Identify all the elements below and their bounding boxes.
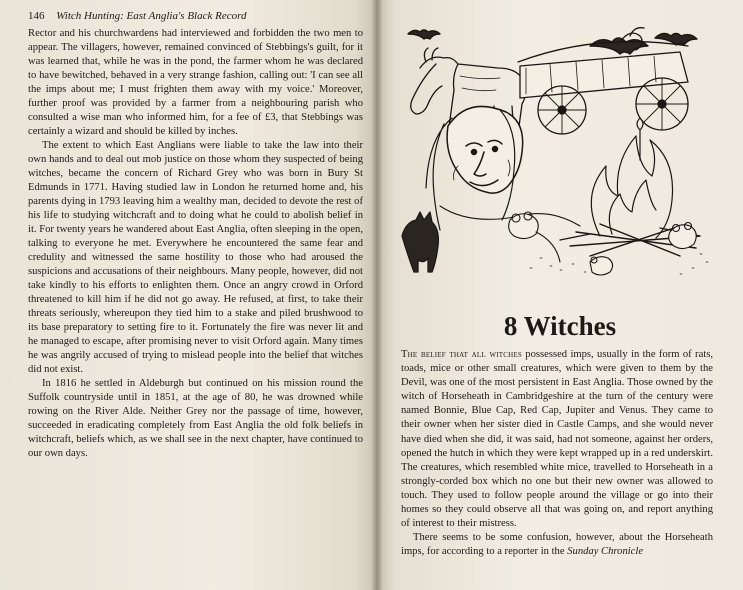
witch-illustration [400, 6, 720, 281]
paragraph: The extent to which East Anglians were liable to take the law into their own hands and to deal out mob justice on those whom they suspected of being witches, became the concern of Richard Grey who was born in Bury St Edmunds in 1771. Having studied law in London he returned home and, his parents dying in 1793 leaving him a wealthy man, decided to devote the rest of his life to studying witchcraft and to doing what he could to abolish belief in it. For twenty years he wandered about East Anglia, often sleeping in the open, talking to everyone he met. Everywhere he encountered the same fear and credulity and witnessed the same hostility to those who had aroused the suspicions and accusations of their neighbours. Many people, however, did not take kindly to his efforts to enlighten them. Once an angry crowd in Orford threatened to kill him if he did not go away. He refused, at first, to take their threats seriously, whereupon they tied him to a stake and piled brushwood to its base preparatory to setting fire to it. Fortunately the fire was never lit and he managed to escape, after promising never to visit Orford again. Many times he was angrily accused of trying to mislead people into the belief that witches did not exist. [28, 140, 363, 375]
page-number: 146 [28, 10, 45, 22]
paragraph-text: There seems to be some confusion, however, about the Horseheath imps, for according to a reporter in the [401, 532, 713, 558]
paragraph [401, 348, 713, 531]
left-body-text [28, 27, 363, 461]
lead-in: The belief that all witches [401, 349, 522, 360]
book-gutter [371, 0, 383, 590]
running-title: Witch Hunting: East Anglia's Black Record [56, 10, 247, 22]
paragraph: In 1816 he settled in Aldeburgh but continued on his mission round the Suffolk countryside until in 1851, at the age of 80, he was drowned while rowing on the River Alde. Neither Grey nor the passage of time, however, succeeded in eradicating completely from East Anglia the old folk beliefs in witchcraft, beliefs which, as we shall see in the next chapter, have continued to our own days. [28, 378, 363, 459]
paragraph-text: possessed imps, usually in the form of rats, toads, mice or other small creatures, which were given to them by the Devil, was one of the most persistent in East Anglia. Those owned by the witch of Horseheath in Cambridgeshire at the turn of the century were named Bonnie, Blue Cap, Red Cap, Jupiter and Venus. They came to their owner when her sister died in Castle Camps, and she would never have died when she did, it was said, had not someone, against her orders, opened the hutch in which they were kept wrapped up in a red underskirt. The creatures, which resembled white mice, travelled to Horseheath in a strongly-corded box which no one but their new owner was allowed to touch. They used to follow people around the village or go into their homes so they could observe all that was going on, and report anything of interest to their mistress. [401, 349, 713, 530]
newspaper-title: Sunday Chronicle [567, 546, 644, 558]
paragraph [401, 531, 713, 559]
paragraph: Rector and his churchwardens had interviewed and forbidden the two men to appear. The villagers, however, remained convinced of Stebbings's guilt, for it was learned that, while he was in the pond, the farmer whom he was declared to have bewitched, behaved in a very strange fashion, calling out: 'I can see all the imps about me; I must frighten them away with my voice.' Moreover, further proof was provided by a farmer from a neighbouring parish who consulted a wise man who informed him, for a fee of £3, that Stebbings was certainly a wizard and should be killed by inches. [28, 28, 363, 137]
witch-face-icon [426, 106, 580, 230]
chapter-title: 8 Witches [503, 311, 617, 341]
running-head [28, 10, 363, 23]
ground-texture [530, 254, 708, 274]
cat-icon [402, 212, 438, 272]
right-body-text [401, 348, 713, 559]
